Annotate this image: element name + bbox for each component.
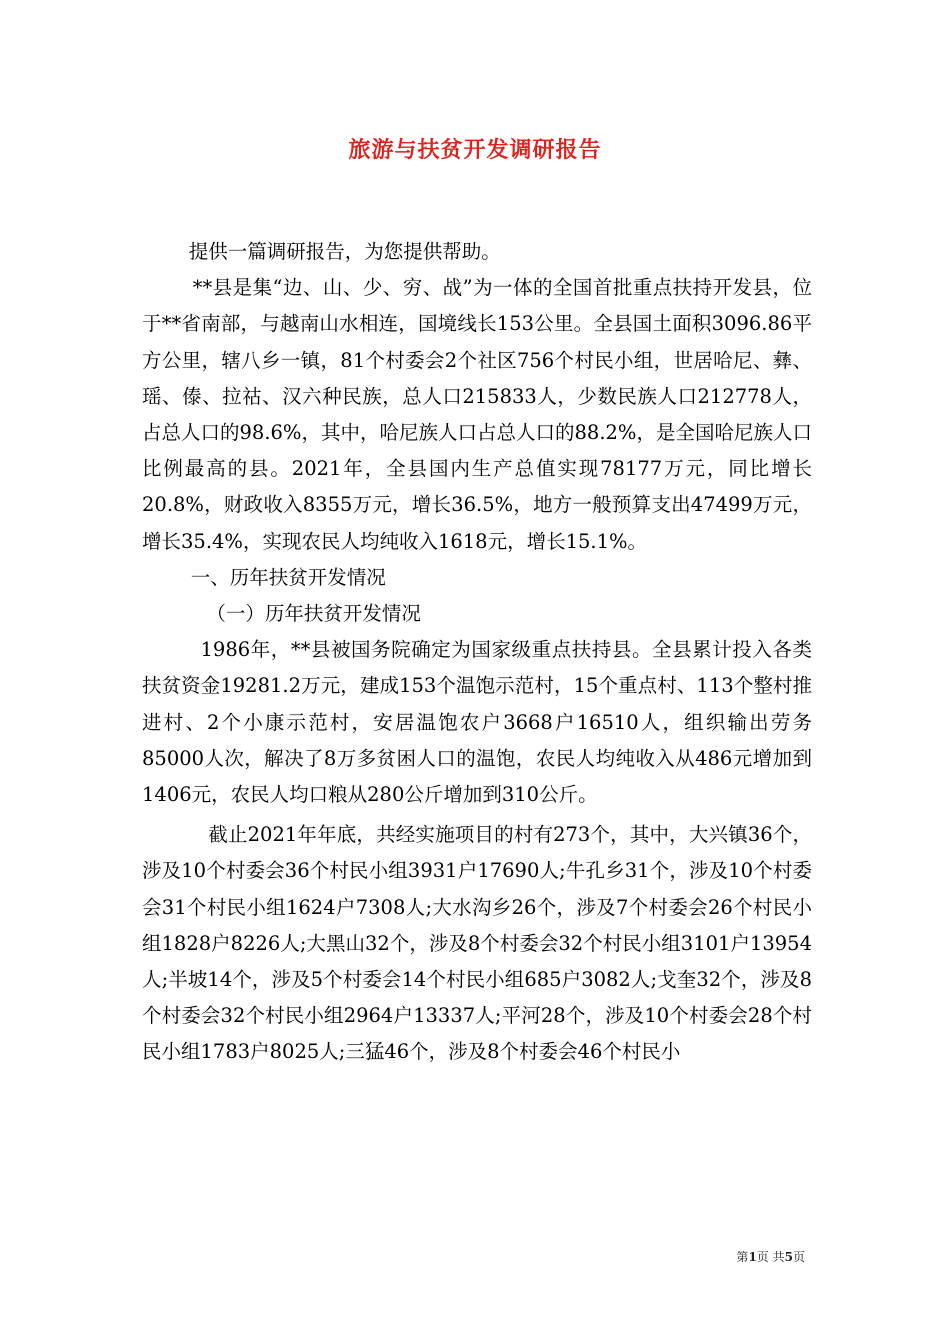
footer-prefix: 第 <box>736 1250 749 1264</box>
total-page-number: 5 <box>784 1250 793 1264</box>
current-page-number: 1 <box>748 1250 757 1264</box>
paragraph-history: 1986年，**县被国务院确定为国家级重点扶持县。全县累计投入各类扶贫资金19281.2万元，建成153个温饱示范村，15个重点村、113个整村推进村、2个小康示范村，安居温饱农户3668户16510人，组织输出劳务85000人次，解决了8万多贫困人口的温饱，农民人均纯收入从486元增加到1406元，农民人均口粮从280公斤增加到310公斤。 <box>142 638 812 807</box>
paragraph-projects: 截止2021年年底，共经实施项目的村有273个，其中，大兴镇36个，涉及10个村委会36个村民小组3931户17690人;牛孔乡31个，涉及10个村委会31个村民小组1624户7308人;大水沟乡26个，涉及7个村委会26个村民小组1828户8226人;大黑山32个，涉及8个村委会32个村民小组3101户13954人;半坡14个，涉及5个村委会14个村民小组685户3082人;戈奎32个，涉及8个村委会32个村民小组2964户13337人;平河28个，涉及10个村委会28个村民小组1783户8025人;三猛46个，涉及8个村委会46个村民小 <box>142 823 812 1064</box>
footer-suffix: 页 <box>792 1250 805 1264</box>
document-title: 旅游与扶贫开发调研报告 <box>348 137 602 163</box>
heading-level-1: 一、历年扶贫开发情况 <box>190 565 386 589</box>
paragraph-county-overview: **县是集“边、山、少、穷、战”为一体的全国首批重点扶持开发县，位于**省南部，与越南山水相连，国境线长153公里。全县国土面积3096.86平方公里，辖八乡一镇，81个村委会2个社区756个村民小组，世居哈尼、彝、瑶、傣、拉祜、汉六种民族，总人口215833人，少数民族人口212778人，占总人口的98.6%，其中，哈尼族人口占总人口的88.2%，是全国哈尼族人口比例最高的县。2021年，全县国内生产总值实现78177万元，同比增长20.8%，财政收入8355万元，增长36.5%，地方一般预算支出47499万元，增长35.4%，实现农民人均纯收入1618元，增长15.1%。 <box>142 276 812 553</box>
paragraph-intro: 提供一篇调研报告，为您提供帮助。 <box>188 240 501 263</box>
page-footer <box>736 1248 805 1266</box>
document-body <box>142 234 812 1071</box>
heading-level-2: （一）历年扶贫开发情况 <box>206 602 421 626</box>
footer-middle: 页 共 <box>756 1250 785 1264</box>
